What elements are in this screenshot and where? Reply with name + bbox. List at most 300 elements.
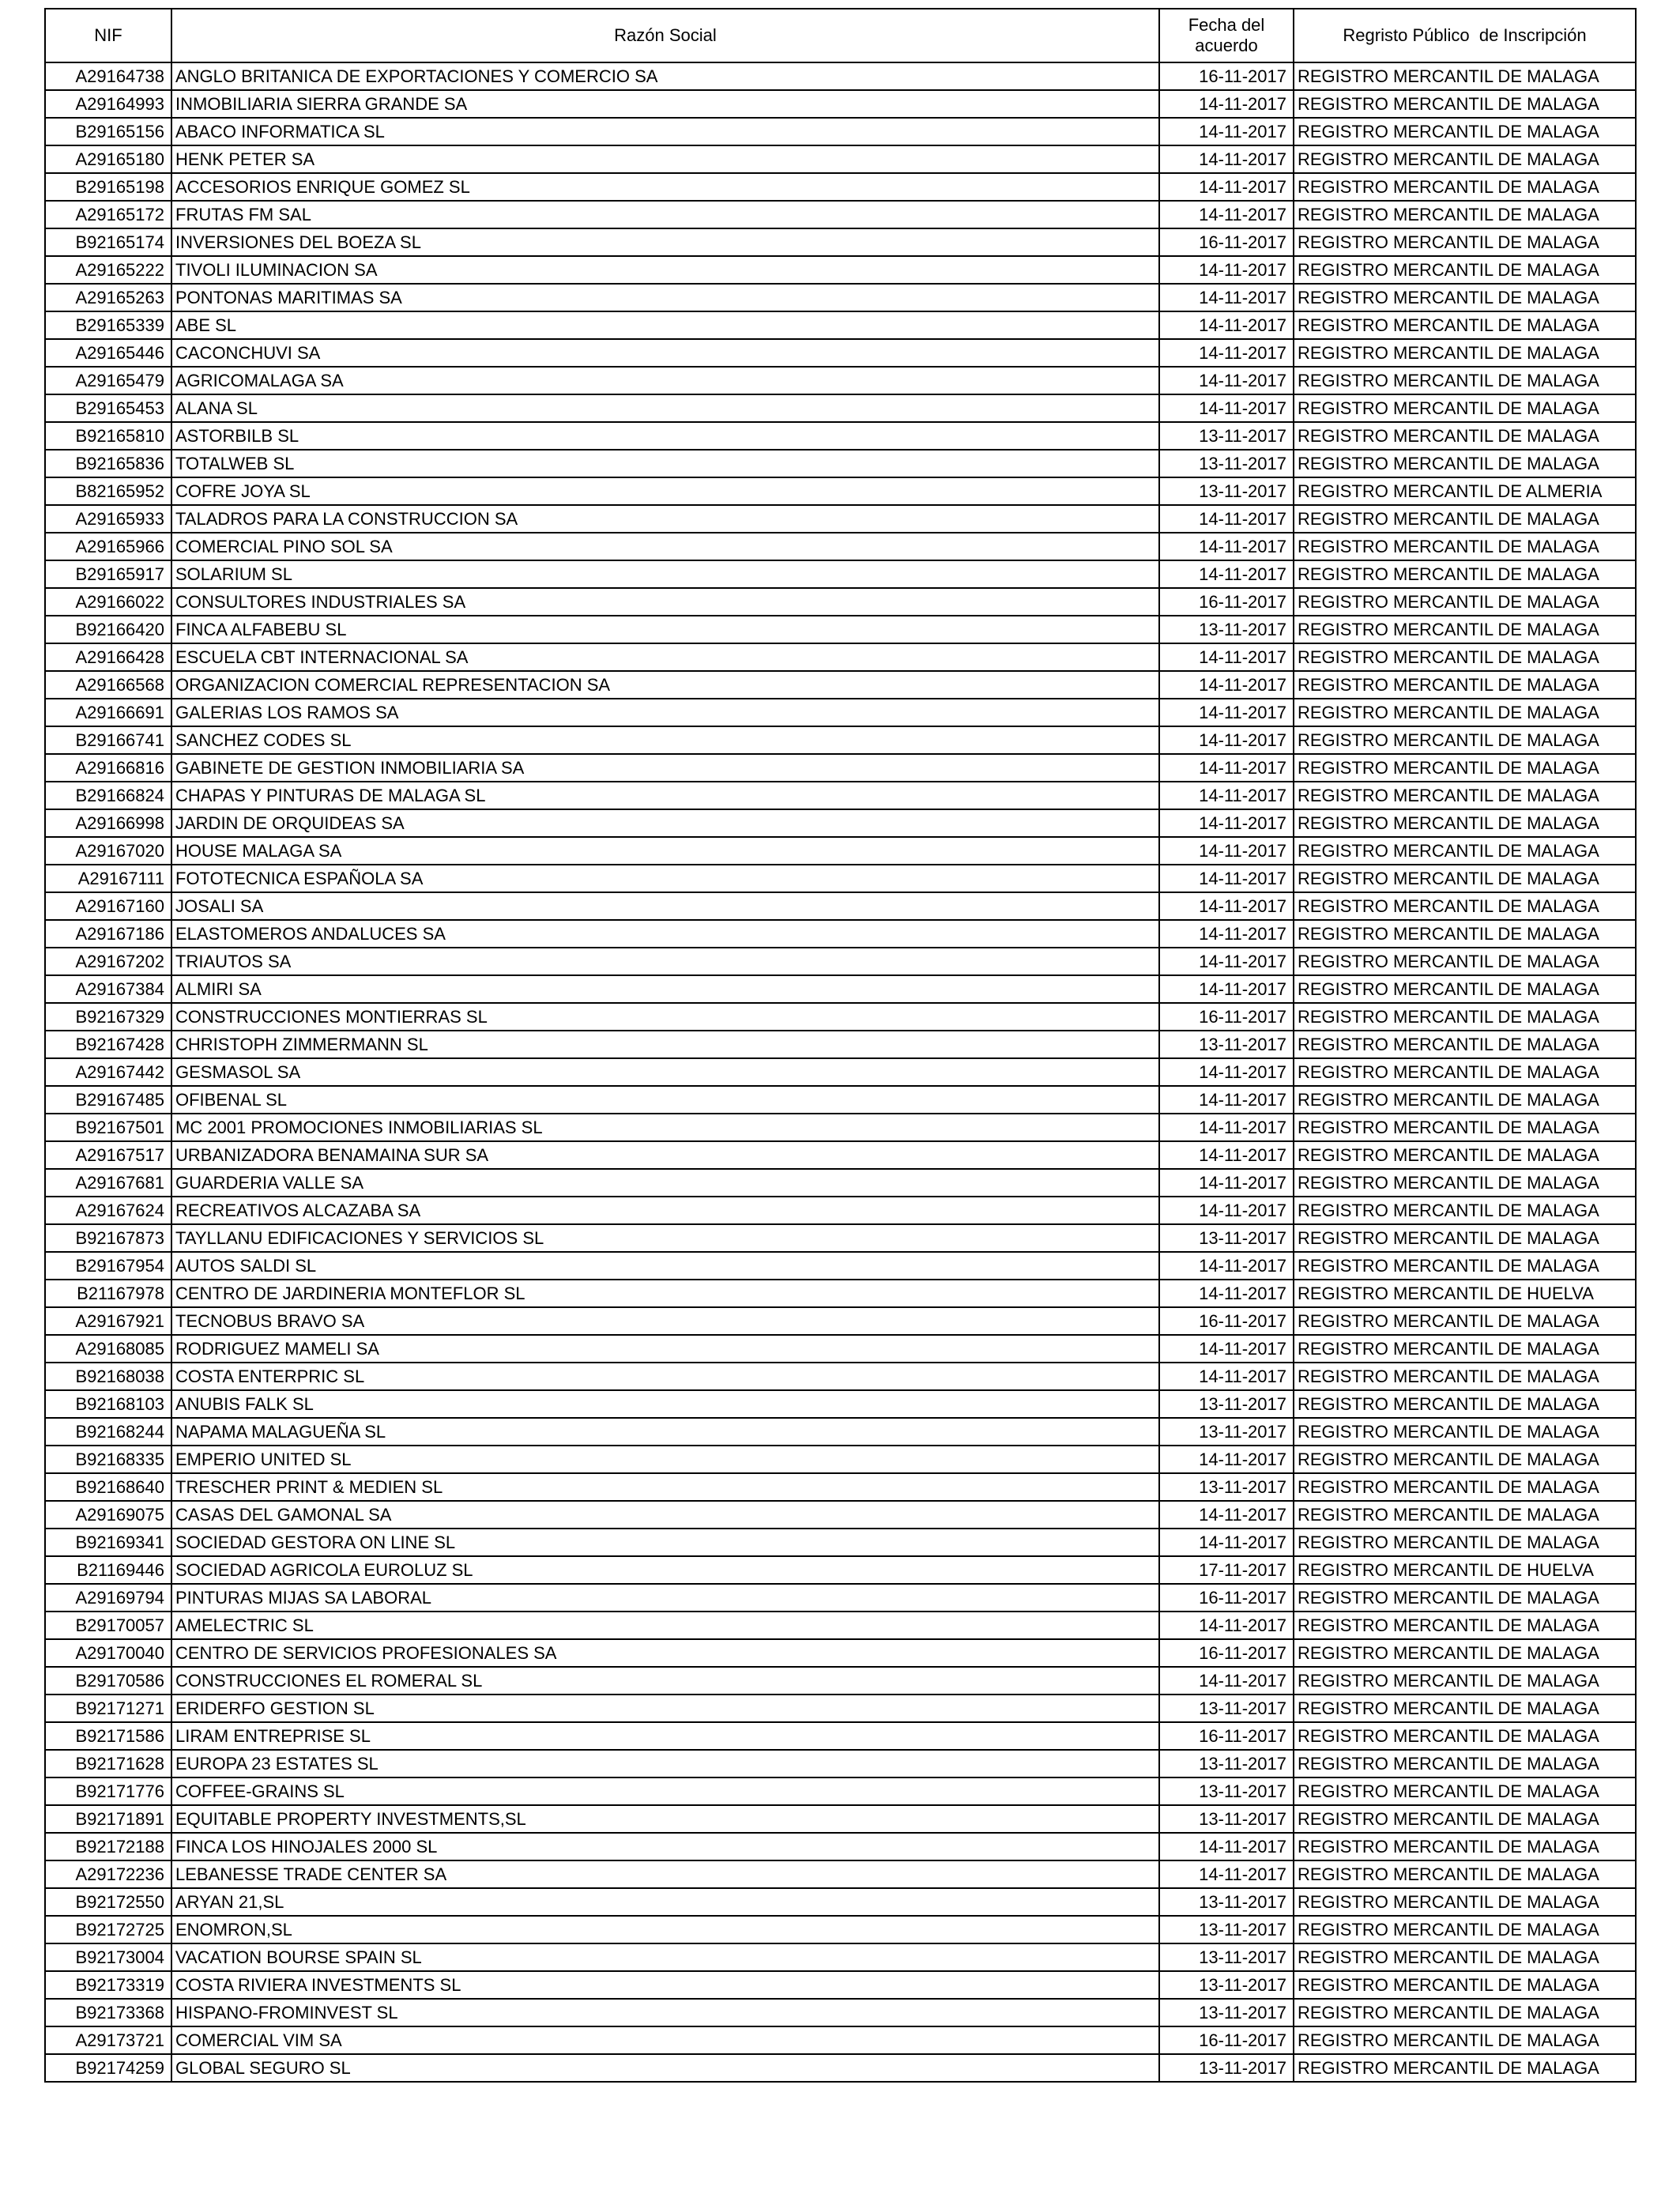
cell-razon-social: EQUITABLE PROPERTY INVESTMENTS,SL bbox=[171, 1805, 1159, 1833]
cell-razon-social: TECNOBUS BRAVO SA bbox=[171, 1307, 1159, 1335]
cell-razon-social: GUARDERIA VALLE SA bbox=[171, 1169, 1159, 1197]
cell-nif: A29166022 bbox=[45, 588, 171, 616]
cell-nif: B29167954 bbox=[45, 1252, 171, 1280]
cell-nif: A29170040 bbox=[45, 1639, 171, 1667]
cell-razon-social: NAPAMA MALAGUEÑA SL bbox=[171, 1418, 1159, 1446]
table-row bbox=[45, 671, 1636, 699]
cell-fecha: 14-11-2017 bbox=[1159, 1335, 1294, 1363]
cell-fecha: 14-11-2017 bbox=[1159, 643, 1294, 671]
cell-razon-social: GLOBAL SEGURO SL bbox=[171, 2054, 1159, 2082]
cell-razon-social: COFFEE-GRAINS SL bbox=[171, 1777, 1159, 1805]
cell-razon-social: LIRAM ENTREPRISE SL bbox=[171, 1722, 1159, 1750]
cell-razon-social: GABINETE DE GESTION INMOBILIARIA SA bbox=[171, 754, 1159, 782]
cell-registro: REGISTRO MERCANTIL DE MALAGA bbox=[1294, 201, 1636, 228]
header-registro: Regristo Público de Inscripción bbox=[1294, 9, 1636, 62]
cell-registro: REGISTRO MERCANTIL DE MALAGA bbox=[1294, 920, 1636, 948]
cell-fecha: 14-11-2017 bbox=[1159, 1667, 1294, 1695]
cell-razon-social: OFIBENAL SL bbox=[171, 1086, 1159, 1114]
cell-fecha: 14-11-2017 bbox=[1159, 1114, 1294, 1141]
table-row bbox=[45, 588, 1636, 616]
cell-nif: B92168244 bbox=[45, 1418, 171, 1446]
table-row bbox=[45, 1750, 1636, 1777]
cell-registro: REGISTRO MERCANTIL DE MALAGA bbox=[1294, 367, 1636, 394]
cell-nif: B92167428 bbox=[45, 1031, 171, 1058]
cell-fecha: 14-11-2017 bbox=[1159, 948, 1294, 975]
cell-registro: REGISTRO MERCANTIL DE MALAGA bbox=[1294, 1031, 1636, 1058]
table-row bbox=[45, 367, 1636, 394]
cell-nif: B92167873 bbox=[45, 1224, 171, 1252]
cell-fecha: 14-11-2017 bbox=[1159, 256, 1294, 284]
cell-registro: REGISTRO MERCANTIL DE MALAGA bbox=[1294, 1529, 1636, 1556]
cell-fecha: 14-11-2017 bbox=[1159, 920, 1294, 948]
cell-razon-social: GESMASOL SA bbox=[171, 1058, 1159, 1086]
cell-registro: REGISTRO MERCANTIL DE MALAGA bbox=[1294, 837, 1636, 865]
table-row bbox=[45, 145, 1636, 173]
cell-nif: A29165966 bbox=[45, 533, 171, 560]
cell-fecha: 14-11-2017 bbox=[1159, 1086, 1294, 1114]
cell-razon-social: AUTOS SALDI SL bbox=[171, 1252, 1159, 1280]
table-row bbox=[45, 1307, 1636, 1335]
cell-fecha: 14-11-2017 bbox=[1159, 865, 1294, 892]
cell-registro: REGISTRO MERCANTIL DE MALAGA bbox=[1294, 560, 1636, 588]
table-row bbox=[45, 1695, 1636, 1722]
cell-nif: B92165810 bbox=[45, 422, 171, 450]
table-row bbox=[45, 865, 1636, 892]
cell-razon-social: TRESCHER PRINT & MEDIEN SL bbox=[171, 1473, 1159, 1501]
cell-registro: REGISTRO MERCANTIL DE MALAGA bbox=[1294, 975, 1636, 1003]
table-row bbox=[45, 1556, 1636, 1584]
table-row bbox=[45, 1860, 1636, 1888]
cell-fecha: 16-11-2017 bbox=[1159, 1639, 1294, 1667]
cell-nif: A29166691 bbox=[45, 699, 171, 726]
table-row bbox=[45, 339, 1636, 367]
cell-registro: REGISTRO MERCANTIL DE MALAGA bbox=[1294, 1252, 1636, 1280]
cell-nif: A29166816 bbox=[45, 754, 171, 782]
cell-razon-social: COSTA ENTERPRIC SL bbox=[171, 1363, 1159, 1390]
table-row bbox=[45, 311, 1636, 339]
cell-registro: REGISTRO MERCANTIL DE MALAGA bbox=[1294, 1750, 1636, 1777]
table-row bbox=[45, 118, 1636, 145]
table-row bbox=[45, 533, 1636, 560]
table-row bbox=[45, 1584, 1636, 1612]
cell-nif: A29167020 bbox=[45, 837, 171, 865]
cell-registro: REGISTRO MERCANTIL DE MALAGA bbox=[1294, 173, 1636, 201]
table-row bbox=[45, 1114, 1636, 1141]
cell-razon-social: EMPERIO UNITED SL bbox=[171, 1446, 1159, 1473]
cell-nif: B92168103 bbox=[45, 1390, 171, 1418]
cell-fecha: 14-11-2017 bbox=[1159, 533, 1294, 560]
cell-fecha: 14-11-2017 bbox=[1159, 1612, 1294, 1639]
cell-razon-social: COSTA RIVIERA INVESTMENTS SL bbox=[171, 1971, 1159, 1999]
cell-nif: B92165174 bbox=[45, 228, 171, 256]
cell-nif: B92167501 bbox=[45, 1114, 171, 1141]
cell-nif: A29172236 bbox=[45, 1860, 171, 1888]
cell-razon-social: ERIDERFO GESTION SL bbox=[171, 1695, 1159, 1722]
cell-razon-social: PONTONAS MARITIMAS SA bbox=[171, 284, 1159, 311]
cell-registro: REGISTRO MERCANTIL DE MALAGA bbox=[1294, 865, 1636, 892]
cell-fecha: 14-11-2017 bbox=[1159, 1280, 1294, 1307]
cell-razon-social: FRUTAS FM SAL bbox=[171, 201, 1159, 228]
cell-nif: B92171628 bbox=[45, 1750, 171, 1777]
cell-registro: REGISTRO MERCANTIL DE MALAGA bbox=[1294, 1888, 1636, 1916]
cell-registro: REGISTRO MERCANTIL DE MALAGA bbox=[1294, 505, 1636, 533]
cell-registro: REGISTRO MERCANTIL DE MALAGA bbox=[1294, 311, 1636, 339]
cell-nif: A29166428 bbox=[45, 643, 171, 671]
table-row bbox=[45, 1335, 1636, 1363]
cell-fecha: 13-11-2017 bbox=[1159, 422, 1294, 450]
header-nif: NIF bbox=[45, 9, 171, 62]
table-row bbox=[45, 2026, 1636, 2054]
cell-fecha: 14-11-2017 bbox=[1159, 560, 1294, 588]
table-row bbox=[45, 1943, 1636, 1971]
cell-nif: A29167517 bbox=[45, 1141, 171, 1169]
cell-fecha: 16-11-2017 bbox=[1159, 1584, 1294, 1612]
cell-nif: B29166824 bbox=[45, 782, 171, 809]
cell-fecha: 14-11-2017 bbox=[1159, 1141, 1294, 1169]
cell-fecha: 13-11-2017 bbox=[1159, 1224, 1294, 1252]
cell-registro: REGISTRO MERCANTIL DE MALAGA bbox=[1294, 809, 1636, 837]
cell-razon-social: LEBANESSE TRADE CENTER SA bbox=[171, 1860, 1159, 1888]
cell-nif: A29167442 bbox=[45, 1058, 171, 1086]
cell-razon-social: ARYAN 21,SL bbox=[171, 1888, 1159, 1916]
cell-razon-social: TALADROS PARA LA CONSTRUCCION SA bbox=[171, 505, 1159, 533]
cell-fecha: 13-11-2017 bbox=[1159, 1971, 1294, 1999]
cell-fecha: 14-11-2017 bbox=[1159, 118, 1294, 145]
cell-fecha: 14-11-2017 bbox=[1159, 1860, 1294, 1888]
cell-razon-social: TRIAUTOS SA bbox=[171, 948, 1159, 975]
cell-registro: REGISTRO MERCANTIL DE MALAGA bbox=[1294, 1224, 1636, 1252]
cell-nif: B29165453 bbox=[45, 394, 171, 422]
cell-nif: B92171891 bbox=[45, 1805, 171, 1833]
cell-nif: A29168085 bbox=[45, 1335, 171, 1363]
cell-nif: B92168335 bbox=[45, 1446, 171, 1473]
cell-fecha: 14-11-2017 bbox=[1159, 1252, 1294, 1280]
header-row bbox=[45, 9, 1636, 62]
cell-registro: REGISTRO MERCANTIL DE MALAGA bbox=[1294, 1307, 1636, 1335]
table-row bbox=[45, 228, 1636, 256]
table-row bbox=[45, 1833, 1636, 1860]
cell-razon-social: CENTRO DE JARDINERIA MONTEFLOR SL bbox=[171, 1280, 1159, 1307]
cell-fecha: 13-11-2017 bbox=[1159, 1418, 1294, 1446]
cell-registro: REGISTRO MERCANTIL DE MALAGA bbox=[1294, 1584, 1636, 1612]
cell-razon-social: CENTRO DE SERVICIOS PROFESIONALES SA bbox=[171, 1639, 1159, 1667]
table-row bbox=[45, 1971, 1636, 1999]
cell-fecha: 13-11-2017 bbox=[1159, 1805, 1294, 1833]
table-row bbox=[45, 643, 1636, 671]
cell-nif: A29164738 bbox=[45, 62, 171, 90]
table-row bbox=[45, 1722, 1636, 1750]
cell-razon-social: COMERCIAL VIM SA bbox=[171, 2026, 1159, 2054]
cell-razon-social: ACCESORIOS ENRIQUE GOMEZ SL bbox=[171, 173, 1159, 201]
table-row bbox=[45, 1031, 1636, 1058]
cell-nif: A29167111 bbox=[45, 865, 171, 892]
table-row bbox=[45, 837, 1636, 865]
cell-fecha: 16-11-2017 bbox=[1159, 228, 1294, 256]
cell-registro: REGISTRO MERCANTIL DE MALAGA bbox=[1294, 1612, 1636, 1639]
cell-nif: A29169794 bbox=[45, 1584, 171, 1612]
cell-razon-social: MC 2001 PROMOCIONES INMOBILIARIAS SL bbox=[171, 1114, 1159, 1141]
cell-registro: REGISTRO MERCANTIL DE MALAGA bbox=[1294, 145, 1636, 173]
cell-nif: A29167160 bbox=[45, 892, 171, 920]
cell-fecha: 14-11-2017 bbox=[1159, 699, 1294, 726]
cell-registro: REGISTRO MERCANTIL DE MALAGA bbox=[1294, 450, 1636, 477]
cell-registro: REGISTRO MERCANTIL DE MALAGA bbox=[1294, 2026, 1636, 2054]
cell-nif: B29166741 bbox=[45, 726, 171, 754]
cell-razon-social: ABACO INFORMATICA SL bbox=[171, 118, 1159, 145]
table-row bbox=[45, 2054, 1636, 2082]
cell-nif: B29167485 bbox=[45, 1086, 171, 1114]
cell-nif: B92174259 bbox=[45, 2054, 171, 2082]
cell-fecha: 14-11-2017 bbox=[1159, 1833, 1294, 1860]
cell-razon-social: ANGLO BRITANICA DE EXPORTACIONES Y COMERCIO SA bbox=[171, 62, 1159, 90]
cell-registro: REGISTRO MERCANTIL DE MALAGA bbox=[1294, 62, 1636, 90]
table-row bbox=[45, 1390, 1636, 1418]
cell-registro: REGISTRO MERCANTIL DE MALAGA bbox=[1294, 1086, 1636, 1114]
cell-fecha: 14-11-2017 bbox=[1159, 311, 1294, 339]
table-body bbox=[45, 62, 1636, 2082]
cell-registro: REGISTRO MERCANTIL DE MALAGA bbox=[1294, 1114, 1636, 1141]
table-row bbox=[45, 450, 1636, 477]
cell-fecha: 14-11-2017 bbox=[1159, 1446, 1294, 1473]
cell-razon-social: HENK PETER SA bbox=[171, 145, 1159, 173]
cell-fecha: 14-11-2017 bbox=[1159, 1529, 1294, 1556]
cell-razon-social: INVERSIONES DEL BOEZA SL bbox=[171, 228, 1159, 256]
cell-nif: A29165933 bbox=[45, 505, 171, 533]
cell-nif: A29165263 bbox=[45, 284, 171, 311]
cell-razon-social: URBANIZADORA BENAMAINA SUR SA bbox=[171, 1141, 1159, 1169]
cell-nif: B29165917 bbox=[45, 560, 171, 588]
cell-nif: B92172188 bbox=[45, 1833, 171, 1860]
cell-nif: A29165446 bbox=[45, 339, 171, 367]
cell-razon-social: ABE SL bbox=[171, 311, 1159, 339]
table-row bbox=[45, 90, 1636, 118]
cell-nif: A29173721 bbox=[45, 2026, 171, 2054]
cell-razon-social: FINCA ALFABEBU SL bbox=[171, 616, 1159, 643]
cell-nif: B92167329 bbox=[45, 1003, 171, 1031]
cell-nif: B29165339 bbox=[45, 311, 171, 339]
cell-razon-social: ALMIRI SA bbox=[171, 975, 1159, 1003]
cell-nif: B92166420 bbox=[45, 616, 171, 643]
table-row bbox=[45, 1446, 1636, 1473]
cell-nif: B21167978 bbox=[45, 1280, 171, 1307]
cell-registro: REGISTRO MERCANTIL DE MALAGA bbox=[1294, 948, 1636, 975]
cell-razon-social: JARDIN DE ORQUIDEAS SA bbox=[171, 809, 1159, 837]
cell-registro: REGISTRO MERCANTIL DE MALAGA bbox=[1294, 1777, 1636, 1805]
cell-registro: REGISTRO MERCANTIL DE MALAGA bbox=[1294, 1667, 1636, 1695]
table-row bbox=[45, 1639, 1636, 1667]
cell-razon-social: TIVOLI ILUMINACION SA bbox=[171, 256, 1159, 284]
cell-razon-social: SANCHEZ CODES SL bbox=[171, 726, 1159, 754]
cell-razon-social: INMOBILIARIA SIERRA GRANDE SA bbox=[171, 90, 1159, 118]
table-row bbox=[45, 1999, 1636, 2026]
cell-nif: A29167384 bbox=[45, 975, 171, 1003]
cell-fecha: 13-11-2017 bbox=[1159, 1390, 1294, 1418]
header-fecha-line2: acuerdo bbox=[1195, 36, 1258, 55]
cell-razon-social: ASTORBILB SL bbox=[171, 422, 1159, 450]
company-registry-table bbox=[44, 8, 1637, 2083]
table-row bbox=[45, 1501, 1636, 1529]
cell-registro: REGISTRO MERCANTIL DE MALAGA bbox=[1294, 2054, 1636, 2082]
cell-razon-social: JOSALI SA bbox=[171, 892, 1159, 920]
cell-registro: REGISTRO MERCANTIL DE MALAGA bbox=[1294, 90, 1636, 118]
cell-fecha: 13-11-2017 bbox=[1159, 1916, 1294, 1943]
table-row bbox=[45, 1529, 1636, 1556]
cell-nif: A29167921 bbox=[45, 1307, 171, 1335]
cell-registro: REGISTRO MERCANTIL DE MALAGA bbox=[1294, 1363, 1636, 1390]
header-fecha-acuerdo bbox=[1159, 9, 1294, 62]
cell-razon-social: AMELECTRIC SL bbox=[171, 1612, 1159, 1639]
cell-razon-social: HOUSE MALAGA SA bbox=[171, 837, 1159, 865]
cell-registro: REGISTRO MERCANTIL DE MALAGA bbox=[1294, 339, 1636, 367]
cell-fecha: 14-11-2017 bbox=[1159, 837, 1294, 865]
cell-razon-social: CHRISTOPH ZIMMERMANN SL bbox=[171, 1031, 1159, 1058]
table-row bbox=[45, 699, 1636, 726]
cell-fecha: 16-11-2017 bbox=[1159, 1307, 1294, 1335]
table-row bbox=[45, 477, 1636, 505]
cell-nif: B29165198 bbox=[45, 173, 171, 201]
cell-nif: A29165479 bbox=[45, 367, 171, 394]
cell-fecha: 16-11-2017 bbox=[1159, 1722, 1294, 1750]
cell-razon-social: EUROPA 23 ESTATES SL bbox=[171, 1750, 1159, 1777]
header-razon-social: Razón Social bbox=[171, 9, 1159, 62]
cell-registro: REGISTRO MERCANTIL DE MALAGA bbox=[1294, 1860, 1636, 1888]
cell-fecha: 14-11-2017 bbox=[1159, 145, 1294, 173]
cell-registro: REGISTRO MERCANTIL DE MALAGA bbox=[1294, 284, 1636, 311]
cell-fecha: 14-11-2017 bbox=[1159, 1058, 1294, 1086]
table-row bbox=[45, 422, 1636, 450]
cell-registro: REGISTRO MERCANTIL DE MALAGA bbox=[1294, 1971, 1636, 1999]
cell-nif: A29165172 bbox=[45, 201, 171, 228]
table-row bbox=[45, 782, 1636, 809]
cell-registro: REGISTRO MERCANTIL DE MALAGA bbox=[1294, 118, 1636, 145]
cell-nif: B92165836 bbox=[45, 450, 171, 477]
cell-nif: B92172725 bbox=[45, 1916, 171, 1943]
cell-fecha: 13-11-2017 bbox=[1159, 2054, 1294, 2082]
cell-fecha: 14-11-2017 bbox=[1159, 671, 1294, 699]
cell-razon-social: CHAPAS Y PINTURAS DE MALAGA SL bbox=[171, 782, 1159, 809]
table-row bbox=[45, 1280, 1636, 1307]
cell-nif: A29169075 bbox=[45, 1501, 171, 1529]
cell-fecha: 14-11-2017 bbox=[1159, 201, 1294, 228]
cell-nif: B92168640 bbox=[45, 1473, 171, 1501]
table-row bbox=[45, 754, 1636, 782]
cell-nif: A29167681 bbox=[45, 1169, 171, 1197]
cell-fecha: 14-11-2017 bbox=[1159, 173, 1294, 201]
cell-razon-social: CONSTRUCCIONES MONTIERRAS SL bbox=[171, 1003, 1159, 1031]
cell-nif: B29170057 bbox=[45, 1612, 171, 1639]
table-row bbox=[45, 1612, 1636, 1639]
cell-nif: B92171586 bbox=[45, 1722, 171, 1750]
cell-registro: REGISTRO MERCANTIL DE ALMERIA bbox=[1294, 477, 1636, 505]
table-row bbox=[45, 284, 1636, 311]
table-row bbox=[45, 201, 1636, 228]
cell-fecha: 14-11-2017 bbox=[1159, 726, 1294, 754]
cell-fecha: 13-11-2017 bbox=[1159, 1695, 1294, 1722]
cell-fecha: 14-11-2017 bbox=[1159, 394, 1294, 422]
cell-nif: B92173368 bbox=[45, 1999, 171, 2026]
cell-razon-social: COMERCIAL PINO SOL SA bbox=[171, 533, 1159, 560]
cell-registro: REGISTRO MERCANTIL DE HUELVA bbox=[1294, 1280, 1636, 1307]
cell-registro: REGISTRO MERCANTIL DE MALAGA bbox=[1294, 1418, 1636, 1446]
cell-razon-social: SOCIEDAD AGRICOLA EUROLUZ SL bbox=[171, 1556, 1159, 1584]
cell-registro: REGISTRO MERCANTIL DE MALAGA bbox=[1294, 1003, 1636, 1031]
table-row bbox=[45, 1888, 1636, 1916]
cell-nif: B92172550 bbox=[45, 1888, 171, 1916]
cell-nif: B21169446 bbox=[45, 1556, 171, 1584]
cell-nif: B29170586 bbox=[45, 1667, 171, 1695]
cell-registro: REGISTRO MERCANTIL DE MALAGA bbox=[1294, 394, 1636, 422]
table-row bbox=[45, 1252, 1636, 1280]
cell-razon-social: GALERIAS LOS RAMOS SA bbox=[171, 699, 1159, 726]
table-row bbox=[45, 892, 1636, 920]
table-row bbox=[45, 1197, 1636, 1224]
table-row bbox=[45, 1141, 1636, 1169]
cell-registro: REGISTRO MERCANTIL DE MALAGA bbox=[1294, 699, 1636, 726]
table-row bbox=[45, 1224, 1636, 1252]
cell-fecha: 16-11-2017 bbox=[1159, 1003, 1294, 1031]
cell-registro: REGISTRO MERCANTIL DE MALAGA bbox=[1294, 754, 1636, 782]
table-row bbox=[45, 616, 1636, 643]
table-row bbox=[45, 560, 1636, 588]
cell-razon-social: CONSTRUCCIONES EL ROMERAL SL bbox=[171, 1667, 1159, 1695]
table-row bbox=[45, 975, 1636, 1003]
table-row bbox=[45, 948, 1636, 975]
cell-nif: A29167202 bbox=[45, 948, 171, 975]
cell-registro: REGISTRO MERCANTIL DE MALAGA bbox=[1294, 1390, 1636, 1418]
cell-nif: B92173004 bbox=[45, 1943, 171, 1971]
cell-razon-social: ENOMRON,SL bbox=[171, 1916, 1159, 1943]
cell-registro: REGISTRO MERCANTIL DE MALAGA bbox=[1294, 1473, 1636, 1501]
cell-nif: B29165156 bbox=[45, 118, 171, 145]
cell-registro: REGISTRO MERCANTIL DE MALAGA bbox=[1294, 616, 1636, 643]
cell-fecha: 14-11-2017 bbox=[1159, 892, 1294, 920]
table-row bbox=[45, 1418, 1636, 1446]
cell-razon-social: AGRICOMALAGA SA bbox=[171, 367, 1159, 394]
cell-nif: B82165952 bbox=[45, 477, 171, 505]
cell-razon-social: TAYLLANU EDIFICACIONES Y SERVICIOS SL bbox=[171, 1224, 1159, 1252]
table-row bbox=[45, 1169, 1636, 1197]
table-row bbox=[45, 173, 1636, 201]
cell-registro: REGISTRO MERCANTIL DE MALAGA bbox=[1294, 1722, 1636, 1750]
cell-nif: B92169341 bbox=[45, 1529, 171, 1556]
cell-fecha: 14-11-2017 bbox=[1159, 1501, 1294, 1529]
cell-razon-social: VACATION BOURSE SPAIN SL bbox=[171, 1943, 1159, 1971]
cell-razon-social: COFRE JOYA SL bbox=[171, 477, 1159, 505]
cell-registro: REGISTRO MERCANTIL DE MALAGA bbox=[1294, 1943, 1636, 1971]
table-row bbox=[45, 394, 1636, 422]
cell-registro: REGISTRO MERCANTIL DE MALAGA bbox=[1294, 1335, 1636, 1363]
table-row bbox=[45, 1363, 1636, 1390]
table-row bbox=[45, 1667, 1636, 1695]
cell-razon-social: SOCIEDAD GESTORA ON LINE SL bbox=[171, 1529, 1159, 1556]
cell-razon-social: ESCUELA CBT INTERNACIONAL SA bbox=[171, 643, 1159, 671]
cell-razon-social: RODRIGUEZ MAMELI SA bbox=[171, 1335, 1159, 1363]
cell-razon-social: ELASTOMEROS ANDALUCES SA bbox=[171, 920, 1159, 948]
cell-fecha: 14-11-2017 bbox=[1159, 90, 1294, 118]
cell-fecha: 13-11-2017 bbox=[1159, 1777, 1294, 1805]
table-row bbox=[45, 62, 1636, 90]
cell-fecha: 13-11-2017 bbox=[1159, 1473, 1294, 1501]
cell-registro: REGISTRO MERCANTIL DE MALAGA bbox=[1294, 726, 1636, 754]
cell-razon-social: FOTOTECNICA ESPAÑOLA SA bbox=[171, 865, 1159, 892]
cell-razon-social: CACONCHUVI SA bbox=[171, 339, 1159, 367]
cell-fecha: 16-11-2017 bbox=[1159, 2026, 1294, 2054]
cell-registro: REGISTRO MERCANTIL DE MALAGA bbox=[1294, 1805, 1636, 1833]
cell-fecha: 14-11-2017 bbox=[1159, 339, 1294, 367]
cell-registro: REGISTRO MERCANTIL DE MALAGA bbox=[1294, 1833, 1636, 1860]
cell-registro: REGISTRO MERCANTIL DE MALAGA bbox=[1294, 643, 1636, 671]
cell-registro: REGISTRO MERCANTIL DE MALAGA bbox=[1294, 228, 1636, 256]
